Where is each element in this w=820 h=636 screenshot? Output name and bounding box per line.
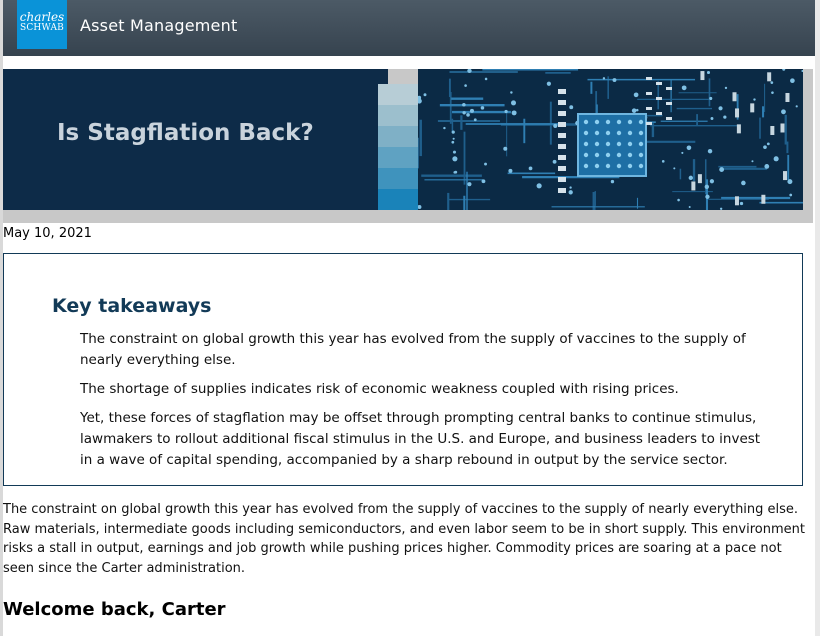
logo-line-1: charles: [19, 10, 65, 24]
schwab-logo[interactable]: [17, 0, 67, 49]
welcome-heading: Welcome back, Carter: [3, 599, 226, 620]
top-bar: [3, 0, 815, 56]
hero-stripe: [378, 126, 418, 147]
hero-stripe: [378, 147, 418, 168]
takeaway-item: The constraint on global growth this year has evolved from the supply of vaccines to the supply of nearly everything else.: [80, 331, 746, 368]
logo-line-2: SCHWAB: [19, 23, 65, 33]
site-title: Asset Management: [80, 16, 238, 35]
hero-color-stripes: [378, 84, 418, 210]
key-takeaways-box: [3, 253, 803, 486]
key-takeaways-list: [80, 329, 770, 479]
hero-title: Is Stagflation Back?: [57, 120, 314, 146]
hero-stripe: [378, 189, 418, 210]
key-takeaways-heading: Key takeaways: [52, 295, 212, 317]
circuit-board-image: [418, 69, 803, 210]
article-date: May 10, 2021: [3, 226, 92, 241]
hero-stripe: [378, 168, 418, 189]
hero-stripe: [378, 105, 418, 126]
hero-stripe: [378, 84, 418, 105]
window-right-edge: [815, 0, 820, 636]
article-body-paragraph: The constraint on global growth this year has evolved from the supply of vaccines to the supply of nearly everything else. Raw materials, intermediate goods including semiconductors, and even labor seem to be in short supply. This environment risks a stall in output, earnings and job growth while pushing prices higher. Commodity prices are soaring at a pace not seen since the Carter administration.: [3, 502, 805, 576]
takeaway-item: The shortage of supplies indicates risk of economic weakness coupled with rising prices.: [80, 381, 679, 397]
takeaway-item: Yet, these forces of stagflation may be offset through prompting central banks to continue stimulus, lawmakers to rollout additional fiscal stimulus in the U.S. and Europe, and business leaders to invest in a wave of capital spending, accompanied by a sharp rebound in output by the service sector.: [80, 410, 761, 468]
